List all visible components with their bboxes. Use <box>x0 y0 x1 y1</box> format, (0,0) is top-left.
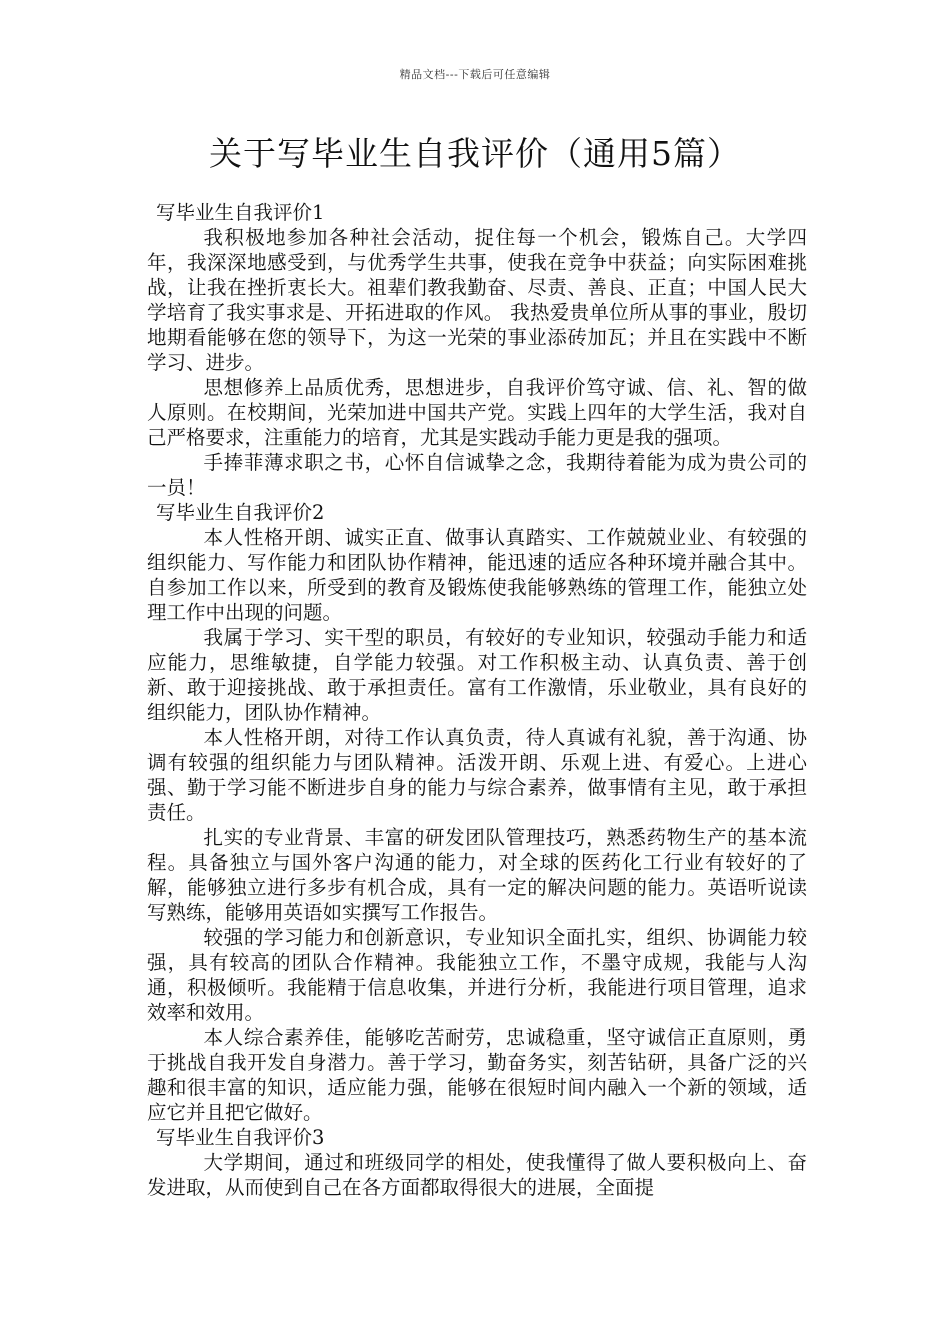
paragraph: 本人综合素养佳，能够吃苦耐劳，忠诚稳重，坚守诚信正直原则，勇于挑战自我开发自身潜力。善于学习，勤奋务实，刻苦钻研，具备广泛的兴趣和很丰富的知识，适应能力强，能够在很短时间内融入一个新的领域，适应它并且把它做好。 <box>147 1026 807 1124</box>
paragraph: 大学期间，通过和班级同学的相处，使我懂得了做人要积极向上、奋发进取，从而使到自己在各方面都取得很大的进展，全面提 <box>147 1151 807 1199</box>
document-title: 关于写毕业生自我评价（通用5篇） <box>209 134 741 173</box>
section-heading: 写毕业生自我评价3 <box>156 1126 325 1149</box>
paragraph: 较强的学习能力和创新意识，专业知识全面扎实，组织、协调能力较强，具有较高的团队合作精神。我能独立工作，不墨守成规，我能与人沟通，积极倾听。我能精于信息收集，并进行分析，我能进行项目管理，追求效率和效用。 <box>147 926 807 1024</box>
paragraph: 扎实的专业背景、丰富的研发团队管理技巧，熟悉药物生产的基本流程。具备独立与国外客户沟通的能力，对全球的医药化工行业有较好的了解，能够独立进行多步有机合成，具有一定的解决问题的能力。英语听说读写熟练，能够用英语如实撰写工作报告。 <box>147 826 807 924</box>
document-body <box>147 200 807 1200</box>
paragraph: 思想修养上品质优秀，思想进步，自我评价笃守诚、信、礼、智的做人原则。在校期间，光荣加进中国共产党。实践上四年的大学生活，我对自己严格要求，注重能力的培育，尤其是实践动手能力更是我的强项。 <box>147 376 807 449</box>
section-heading: 写毕业生自我评价1 <box>156 201 325 224</box>
paragraph: 我积极地参加各种社会活动，捉住每一个机会，锻炼自己。大学四年，我深深地感受到，与优秀学生共事，使我在竞争中获益；向实际困难挑战，让我在挫折衷长大。祖辈们教我勤奋、尽责、善良、正直；中国人民大学培育了我实事求是、开拓进取的作风。 我热爱贵单位所从事的事业，殷切地期看能够在您的领导下，为这一光荣的事业添砖加瓦；并且在实践中不断学习、进步。 <box>147 226 807 374</box>
section-heading: 写毕业生自我评价2 <box>156 501 325 524</box>
page-header: 精品文档---下载后可任意编辑 <box>399 68 551 81</box>
paragraph: 手捧菲薄求职之书，心怀自信诚挚之念，我期待着能为成为贵公司的一员！ <box>147 451 807 499</box>
paragraph: 我属于学习、实干型的职员，有较好的专业知识，较强动手能力和适应能力，思维敏捷，自学能力较强。对工作积极主动、认真负责、善于创新、敢于迎接挑战、敢于承担责任。富有工作激情，乐业敬业，具有良好的组织能力，团队协作精神。 <box>147 626 807 724</box>
paragraph: 本人性格开朗、诚实正直、做事认真踏实、工作兢兢业业、有较强的组织能力、写作能力和团队协作精神，能迅速的适应各种环境并融合其中。自参加工作以来，所受到的教育及锻炼使我能够熟练的管理工作，能独立处理工作中出现的问题。 <box>147 526 807 624</box>
paragraph: 本人性格开朗，对待工作认真负责，待人真诚有礼貌，善于沟通、协调有较强的组织能力与团队精神。活泼开朗、乐观上进、有爱心。上进心强、勤于学习能不断进步自身的能力与综合素养，做事情有主见，敢于承担责任。 <box>147 726 807 824</box>
